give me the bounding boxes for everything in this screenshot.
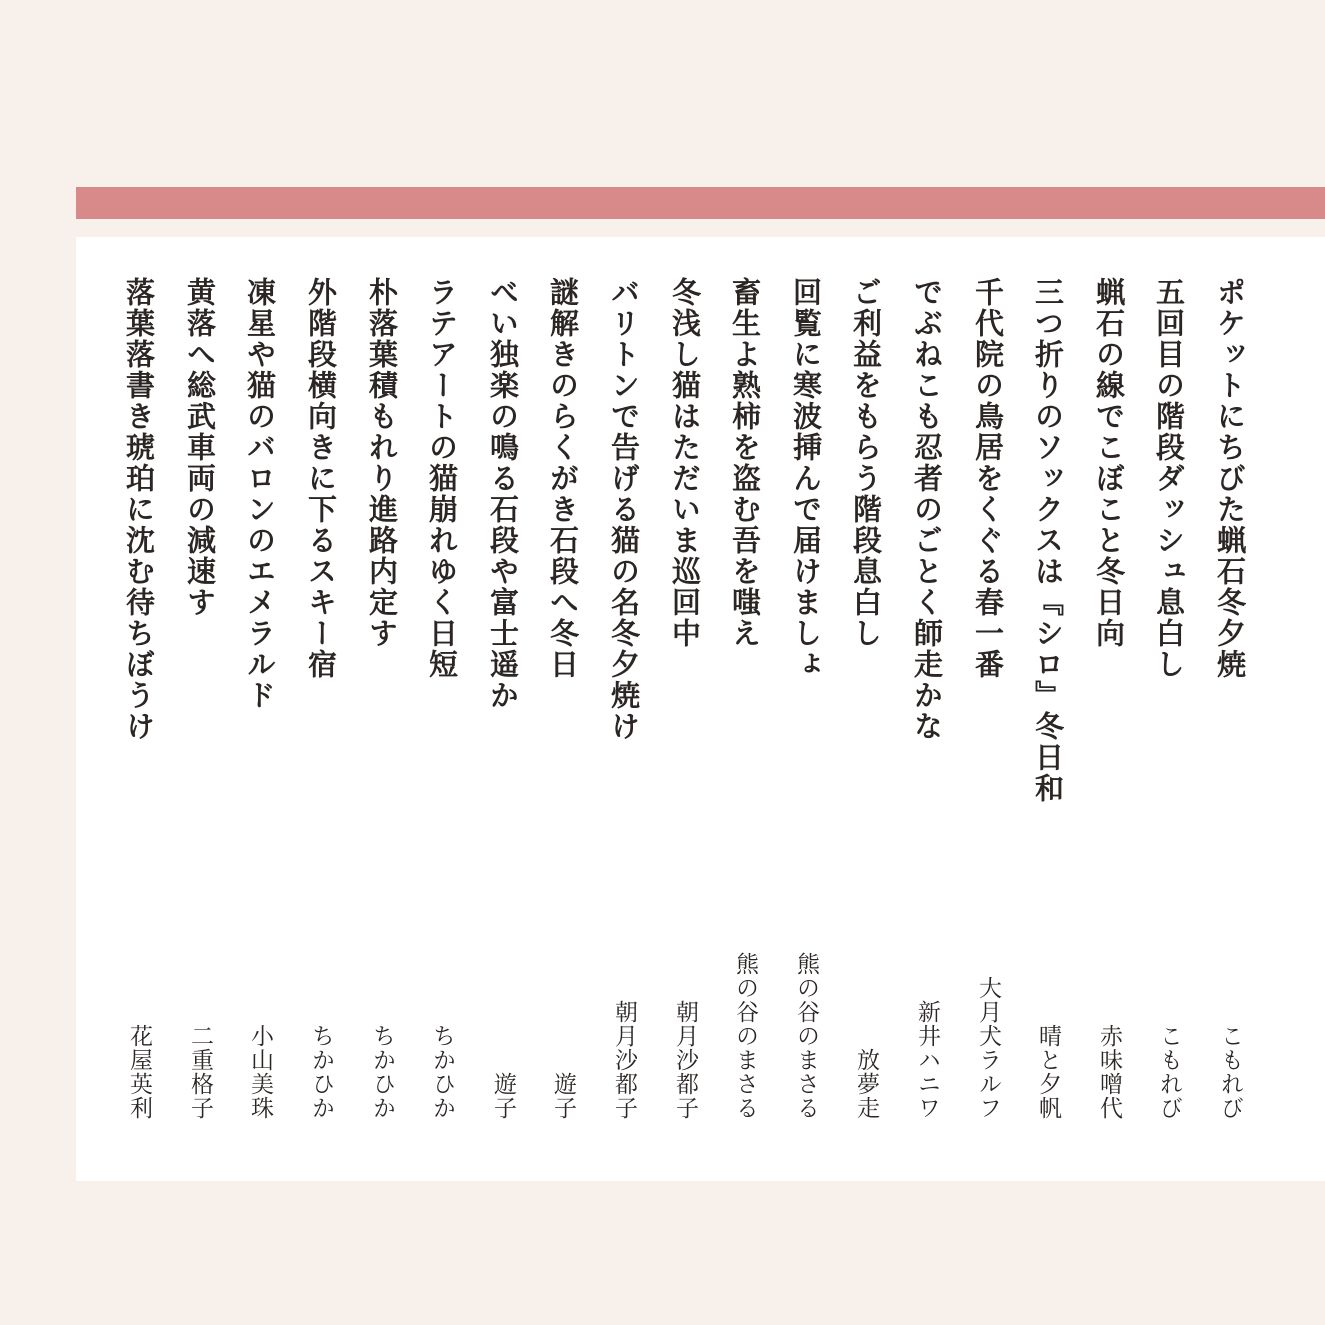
haiku-text: 千代院の鳥居をくぐる春一番 [971,277,1005,680]
haiku-text: ポケットにちびた蝋石冬夕焼 [1213,277,1247,680]
haiku-text: 落葉落書き琥珀に沈む待ちぼうけ [122,277,156,742]
header-band [76,187,1325,219]
haiku-author: こもれび [1217,1024,1243,1120]
haiku-text: 冬浅し猫はただいま巡回中 [668,277,702,649]
haiku-author: 熊の谷のまさる [732,952,758,1120]
haiku-author: 放夢走 [853,1048,879,1120]
haiku-text: ラテアートの猫崩れゆく日短 [425,277,459,680]
haiku-author: 朝月沙都子 [672,1000,698,1120]
haiku-text: 謎解きのらくがき石段へ冬日 [546,277,580,680]
haiku-author: 朝月沙都子 [611,1000,637,1120]
haiku-author: 新井ハニワ [914,1000,940,1120]
haiku-author: 熊の谷のまさる [793,952,819,1120]
haiku-text: 凍星や猫のバロンのエメラルド [243,277,277,711]
haiku-text: 回覧に寒波挿んで届けましょ [789,277,823,680]
haiku-text: 朴落葉積もれり進路内定す [365,277,399,649]
haiku-text: ご利益をもらう階段息白し [849,277,883,649]
haiku-author: こもれび [1156,1024,1182,1120]
haiku-text: 蝋石の線でこぼこと冬日向 [1092,277,1126,649]
haiku-text: 黄落へ総武車両の減速す [183,277,217,618]
haiku-author: ちかひか [308,1024,334,1120]
haiku-author: 二重格子 [187,1024,213,1120]
haiku-author: ちかひか [429,1024,455,1120]
haiku-author: 花屋英利 [126,1024,152,1120]
haiku-text: 三つ折りのソックスは『シロ』冬日和 [1031,277,1065,804]
haiku-author: 遊子 [550,1072,576,1120]
haiku-author: 遊子 [490,1072,516,1120]
haiku-author: 小山美珠 [247,1024,273,1120]
haiku-author: ちかひか [369,1024,395,1120]
haiku-text: べい独楽の鳴る石段や富士遥か [486,277,520,711]
haiku-text: 外階段横向きに下るスキー宿 [304,277,338,680]
haiku-text: 五回目の階段ダッシュ息白し [1152,277,1186,680]
haiku-author: 晴と夕帆 [1035,1024,1061,1120]
haiku-text: でぶねこも忍者のごとく師走かな [910,277,944,742]
haiku-text: 畜生よ熟柿を盗む吾を嗤え [728,277,762,649]
haiku-author: 赤味噌代 [1096,1024,1122,1120]
haiku-author: 大月犬ラルフ [975,976,1001,1120]
haiku-text: バリトンで告げる猫の名冬夕焼け [607,277,641,742]
